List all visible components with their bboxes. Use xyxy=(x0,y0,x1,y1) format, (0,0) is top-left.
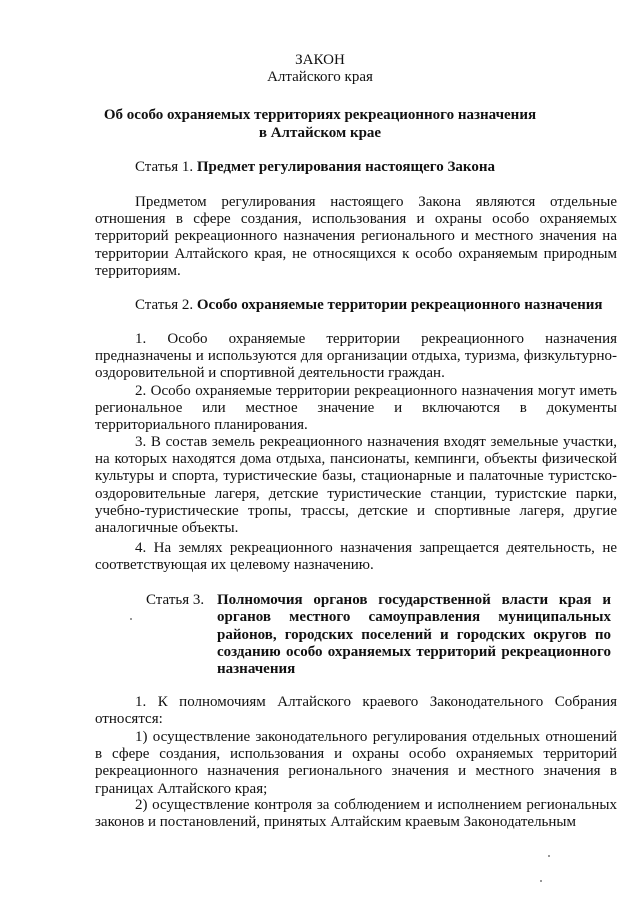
article-2-paragraph-2: 2. Особо охраняемые территории рекреационного назначения могут иметь региональное или местное значение и включаются в документы территориального планирования. xyxy=(95,383,617,434)
law-region: Алтайского края xyxy=(267,69,373,85)
article-2-label: Статья 2. xyxy=(135,297,194,313)
article-3-title: Полномочия органов государственной власти края и органов местного самоуправления муниципальных районов, городских поселений и городских округов по созданию особо охраняемых территорий рекреационного назначения xyxy=(217,592,611,678)
article-3-paragraph-1: 1. К полномочиям Алтайского краевого Законодательного Собрания относятся: xyxy=(95,694,617,728)
document-title-line2: в Алтайском крае xyxy=(258,125,382,141)
document-title xyxy=(60,106,580,142)
article-2-paragraph-3: 3. В состав земель рекреационного назначения входят земельные участки, на которых находятся дома отдыха, пансионаты, кемпинги, объекты физической культуры и спорта, туристические базы, стационарные и палаточные туристско-оздоровительные лагеря, детские туристические станции, туристские парки, учебно-туристические тропы, трассы, детские и спортивные лагеря, другие аналогичные объекты. xyxy=(95,434,617,537)
scan-speck xyxy=(548,855,550,857)
scan-speck xyxy=(130,618,132,620)
article-3-paragraph-2: 1) осуществление законодательного регулирования отдельных отношений в сфере создания, использования и охраны особо охраняемых территорий рекреационного назначения регионального значения и местного значения в границах Алтайского края; xyxy=(95,729,617,797)
article-1-heading xyxy=(135,158,495,176)
article-1-label: Статья 1. xyxy=(135,159,194,175)
document-title-line1: Об особо охраняемых территориях рекреационного назначения xyxy=(103,107,537,123)
article-2-title: Особо охраняемые территории рекреационного назначения xyxy=(196,297,603,313)
article-2-heading xyxy=(135,296,603,314)
article-3-label: Статья 3. xyxy=(146,592,205,608)
article-1-paragraph: Предметом регулирования настоящего Закона являются отдельные отношения в сфере создания, использования и охраны особо охраняемых территорий рекреационного назначения регионального и местного значения на территории Алтайского края, не относящихся к особо охраняемым природным территориям. xyxy=(95,194,617,279)
article-1-title: Предмет регулирования настоящего Закона xyxy=(196,159,495,175)
article-2-paragraph-4: 4. На землях рекреационного назначения запрещается деятельность, не соответствующая их целевому назначению. xyxy=(95,540,617,574)
scan-speck xyxy=(540,880,542,882)
article-3-paragraph-3: 2) осуществление контроля за соблюдением и исполнением региональных законов и постановлений, принятых Алтайским краевым Законодательным xyxy=(95,797,617,831)
law-heading: ЗАКОН xyxy=(295,52,345,68)
article-2-paragraph-1: 1. Особо охраняемые территории рекреационного назначения предназначены и используются для организации отдыха, туризма, физкультурно-оздоровительной и спортивной деятельности граждан. xyxy=(95,331,617,382)
